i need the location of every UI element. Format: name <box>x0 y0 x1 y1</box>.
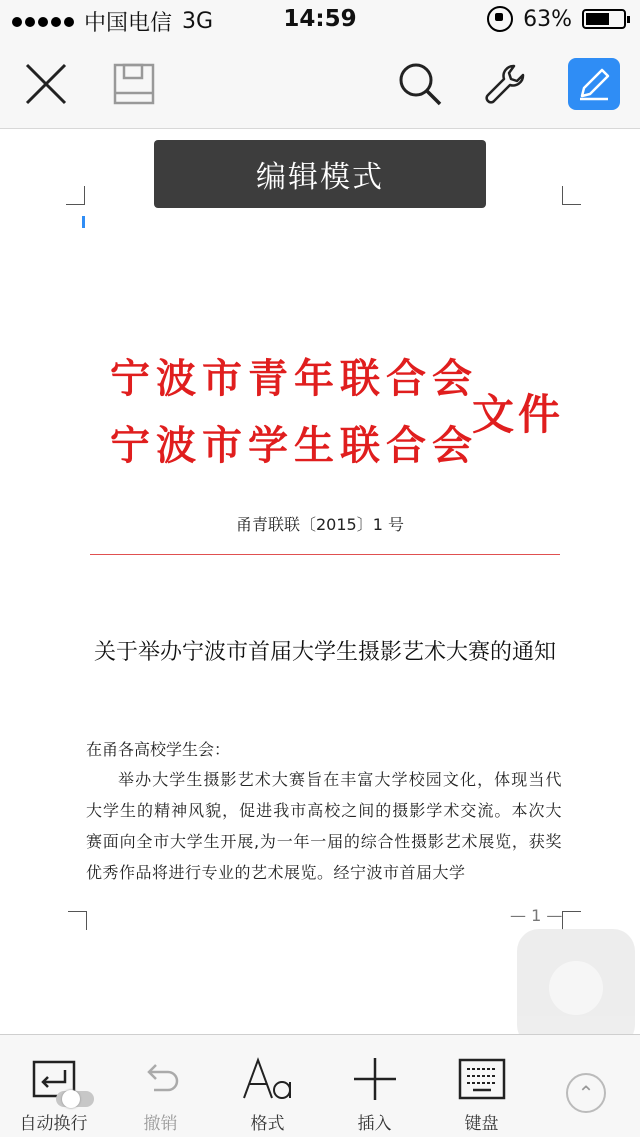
auto-wrap-toggle[interactable] <box>56 1091 94 1107</box>
chevron-up-icon: ⌃ <box>577 1081 595 1105</box>
page-corner-mark <box>562 911 581 930</box>
keyboard-label: 键盘 <box>464 1114 499 1134</box>
rotation-lock-icon <box>487 6 513 32</box>
text-cursor <box>82 216 85 228</box>
page-corner-mark <box>68 911 87 930</box>
edit-mode-button[interactable] <box>568 58 620 110</box>
keyboard-icon <box>457 1056 507 1102</box>
keyboard-button[interactable] <box>428 1035 535 1137</box>
page-corner-mark <box>66 186 85 205</box>
top-toolbar <box>0 40 640 129</box>
insert-icon <box>352 1056 398 1102</box>
document-title: 关于举办宁波市首届大学生摄影艺术大赛的通知 <box>93 640 556 665</box>
auto-wrap-button[interactable] <box>0 1035 107 1137</box>
doc-label: 文件 <box>472 390 565 439</box>
network-type: 3G <box>182 9 214 34</box>
status-time: 14:59 <box>283 6 357 32</box>
document-number: 甬青联联〔2015〕1 号 <box>236 515 404 534</box>
undo-button[interactable] <box>107 1035 214 1137</box>
page-number: — 1 — <box>510 906 563 925</box>
battery-percent: 63% <box>523 6 572 32</box>
insert-button[interactable] <box>321 1035 428 1137</box>
pencil-icon <box>574 64 614 104</box>
org-name-1: 宁波市青年联合会 <box>110 356 478 402</box>
page-corner-mark <box>562 186 581 205</box>
edit-mode-banner: 编辑模式 <box>154 140 486 208</box>
carrier-name: 中国电信 <box>84 11 173 36</box>
battery-icon <box>582 9 626 29</box>
collapse-toolbar-button[interactable] <box>566 1073 606 1113</box>
search-button[interactable] <box>394 58 446 110</box>
status-bar <box>0 0 640 40</box>
salutation: 在甬各高校学生会： <box>86 740 231 759</box>
status-right <box>487 6 626 32</box>
insert-label: 插入 <box>357 1114 392 1134</box>
body-paragraph: 举办大学生摄影艺术大赛旨在丰富大学校园文化，体现当代大学生的精神风貌，促进我市高校之间的摄影学术交流。本次大赛面向全市大学生开展,为一年一届的综合性摄影艺术展览，获奖优秀作品将进行专业的艺术展览。经宁波市首届大学 <box>86 770 562 882</box>
red-divider <box>90 554 560 555</box>
save-button[interactable] <box>108 58 160 110</box>
wrench-icon <box>482 60 530 108</box>
undo-label: 撤销 <box>143 1114 178 1134</box>
save-icon <box>111 61 157 107</box>
bottom-toolbar <box>0 1034 640 1137</box>
format-button[interactable] <box>214 1035 321 1137</box>
tools-button[interactable] <box>480 58 532 110</box>
format-label: 格式 <box>250 1114 285 1134</box>
close-button[interactable] <box>20 58 72 110</box>
close-icon <box>23 61 69 107</box>
document-page[interactable] <box>0 129 640 1034</box>
search-icon <box>396 60 444 108</box>
battery-fill <box>586 13 609 25</box>
undo-icon <box>138 1056 184 1102</box>
format-icon <box>240 1056 296 1102</box>
floating-assistive-button[interactable] <box>517 929 635 1047</box>
org-name-2: 宁波市学生联合会 <box>110 423 478 469</box>
auto-wrap-label: 自动换行 <box>19 1114 88 1134</box>
